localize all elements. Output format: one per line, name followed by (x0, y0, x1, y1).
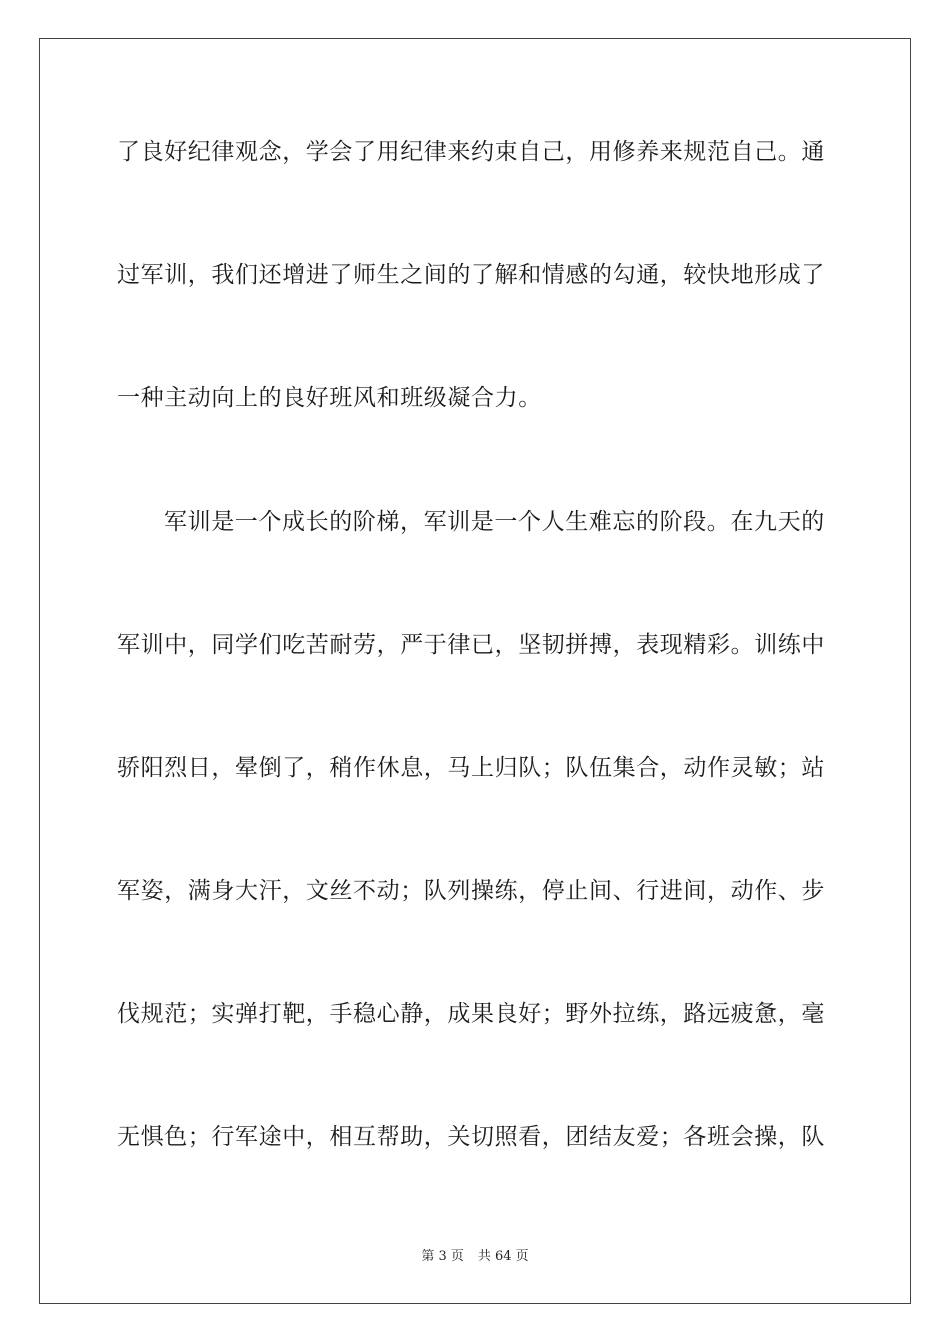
text-line: 骄阳烈日，晕倒了，稍作休息，马上归队；队伍集合，动作灵敏；站 (117, 755, 825, 781)
text-line: 无惧色；行军途中，相互帮助，关切照看，团结友爱；各班会操，队 (117, 1124, 825, 1150)
text-line: 伐规范；实弹打靶，手稳心静，成果良好；野外拉练，路远疲惫，毫 (117, 1001, 825, 1027)
text-line: 军训中，同学们吃苦耐劳，严于律已，坚韧拼搏，表现精彩。训练中 (117, 632, 825, 658)
total-pages: 共 64 页 (477, 1249, 529, 1264)
text-line: 过军训，我们还增进了师生之间的了解和情感的勾通，较快地形成了 (117, 262, 825, 288)
page-border (39, 38, 911, 1304)
text-line: 了良好纪律观念，学会了用纪律来约束自己，用修养来规范自己。通 (117, 139, 825, 165)
page-number: 第 3 页 (421, 1249, 464, 1264)
paragraph-first-line: 军训是一个成长的阶梯，军训是一个人生难忘的阶段。在九天的 (164, 509, 825, 535)
page-footer (0, 1248, 950, 1266)
text-line: 一种主动向上的良好班风和班级凝合力。 (117, 385, 542, 411)
text-line: 军姿，满身大汗，文丝不动；队列操练，停止间、行进间，动作、步 (117, 878, 825, 904)
